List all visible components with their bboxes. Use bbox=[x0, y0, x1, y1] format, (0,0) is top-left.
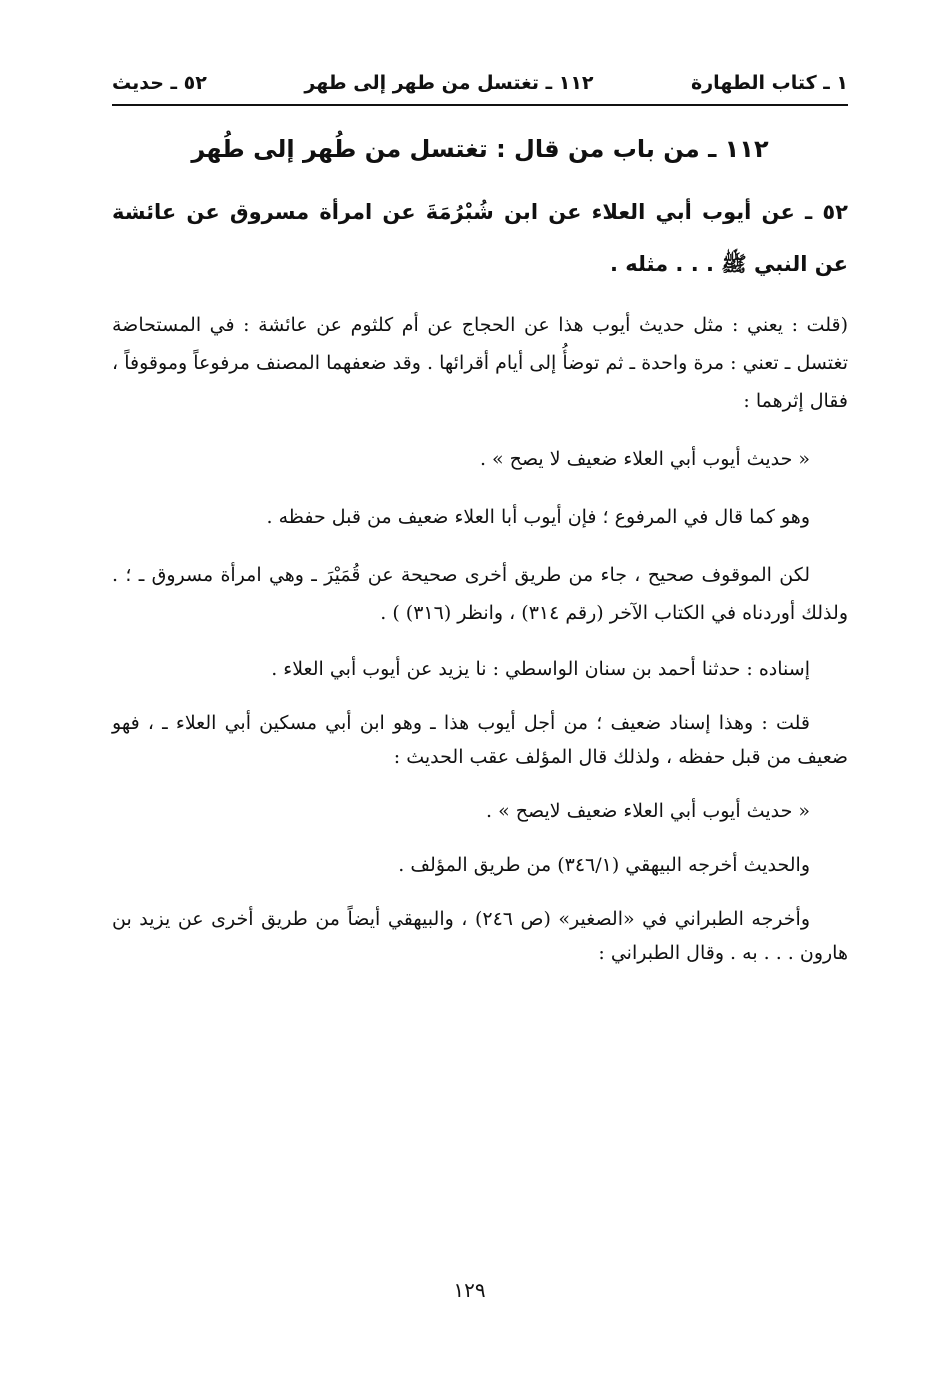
header-book-title: ١ ـ كتاب الطهارة bbox=[691, 72, 848, 94]
author-quote-2: « حديث أيوب أبي العلاء ضعيف لايصح » . bbox=[485, 800, 810, 822]
header-chapter-title: ١١٢ ـ تغتسل من طهر إلى طهر bbox=[304, 72, 594, 94]
header-hadith-number: ٥٢ ـ حديث bbox=[112, 72, 207, 94]
chapter-title: ١١٢ ـ من باب من قال : تغتسل من طُهر إلى طُهر bbox=[191, 135, 769, 163]
commentary-paragraph-4: قلت : وهذا إسناد ضعيف ؛ من أجل أيوب هذا ـ وهو ابن أبي مسكين أبي العلاء ـ ، فهو ضعيف من قبل حفظه ، ولذلك قال المؤلف عقب الحديث : bbox=[112, 712, 848, 768]
hadith-text: ٥٢ ـ عن أيوب أبي العلاء عن ابن شُبْرُمَةَ عن امرأة مسروق عن عائشة عن النبي ﷺ . . . مثله . bbox=[112, 200, 848, 276]
author-quote-1: « حديث أيوب أبي العلاء ضعيف لا يصح » . bbox=[479, 448, 810, 470]
commentary-paragraph-6: وأخرجه الطبراني في «الصغير» (ص ٢٤٦) ، والبيهقي أيضاً من طريق أخرى عن يزيد بن هارون . . . به . وقال الطبراني : bbox=[112, 908, 848, 964]
commentary-paragraph-5: والحديث أخرجه البيهقي (٣٤٦/١) من طريق المؤلف . bbox=[398, 854, 810, 876]
isnad-paragraph: إسناده : حدثنا أحمد بن سنان الواسطي : نا يزيد عن أيوب أبي العلاء . bbox=[271, 658, 810, 680]
running-header bbox=[112, 66, 848, 100]
commentary-paragraph-1: (قلت : يعني : مثل حديث أيوب هذا عن الحجاج عن أم كلثوم عن عائشة : في المستحاضة تغتسل ـ تعني : مرة واحدة ـ ثم توضأُ إلى أيام أقرائها . وقد ضعفهما المصنف مرفوعاً وموقوفاً ، فقال إثرهما : bbox=[112, 314, 848, 412]
page-content bbox=[112, 128, 848, 990]
commentary-paragraph-2: وهو كما قال في المرفوع ؛ فإن أيوب أبا العلاء ضعيف من قبل حفظه . bbox=[266, 506, 810, 528]
header-rule bbox=[112, 104, 848, 106]
page-number: ١٢٩ bbox=[453, 1278, 486, 1302]
commentary-paragraph-3: لكن الموقوف صحيح ، جاء من طريق أخرى صحيحة عن قُمَيْرَ ـ وهي امرأة مسروق ـ ؛ . ولذلك أوردناه في الكتاب الآخر (رقم ٣١٤) ، وانظر (٣١٦) ) . bbox=[112, 564, 848, 624]
